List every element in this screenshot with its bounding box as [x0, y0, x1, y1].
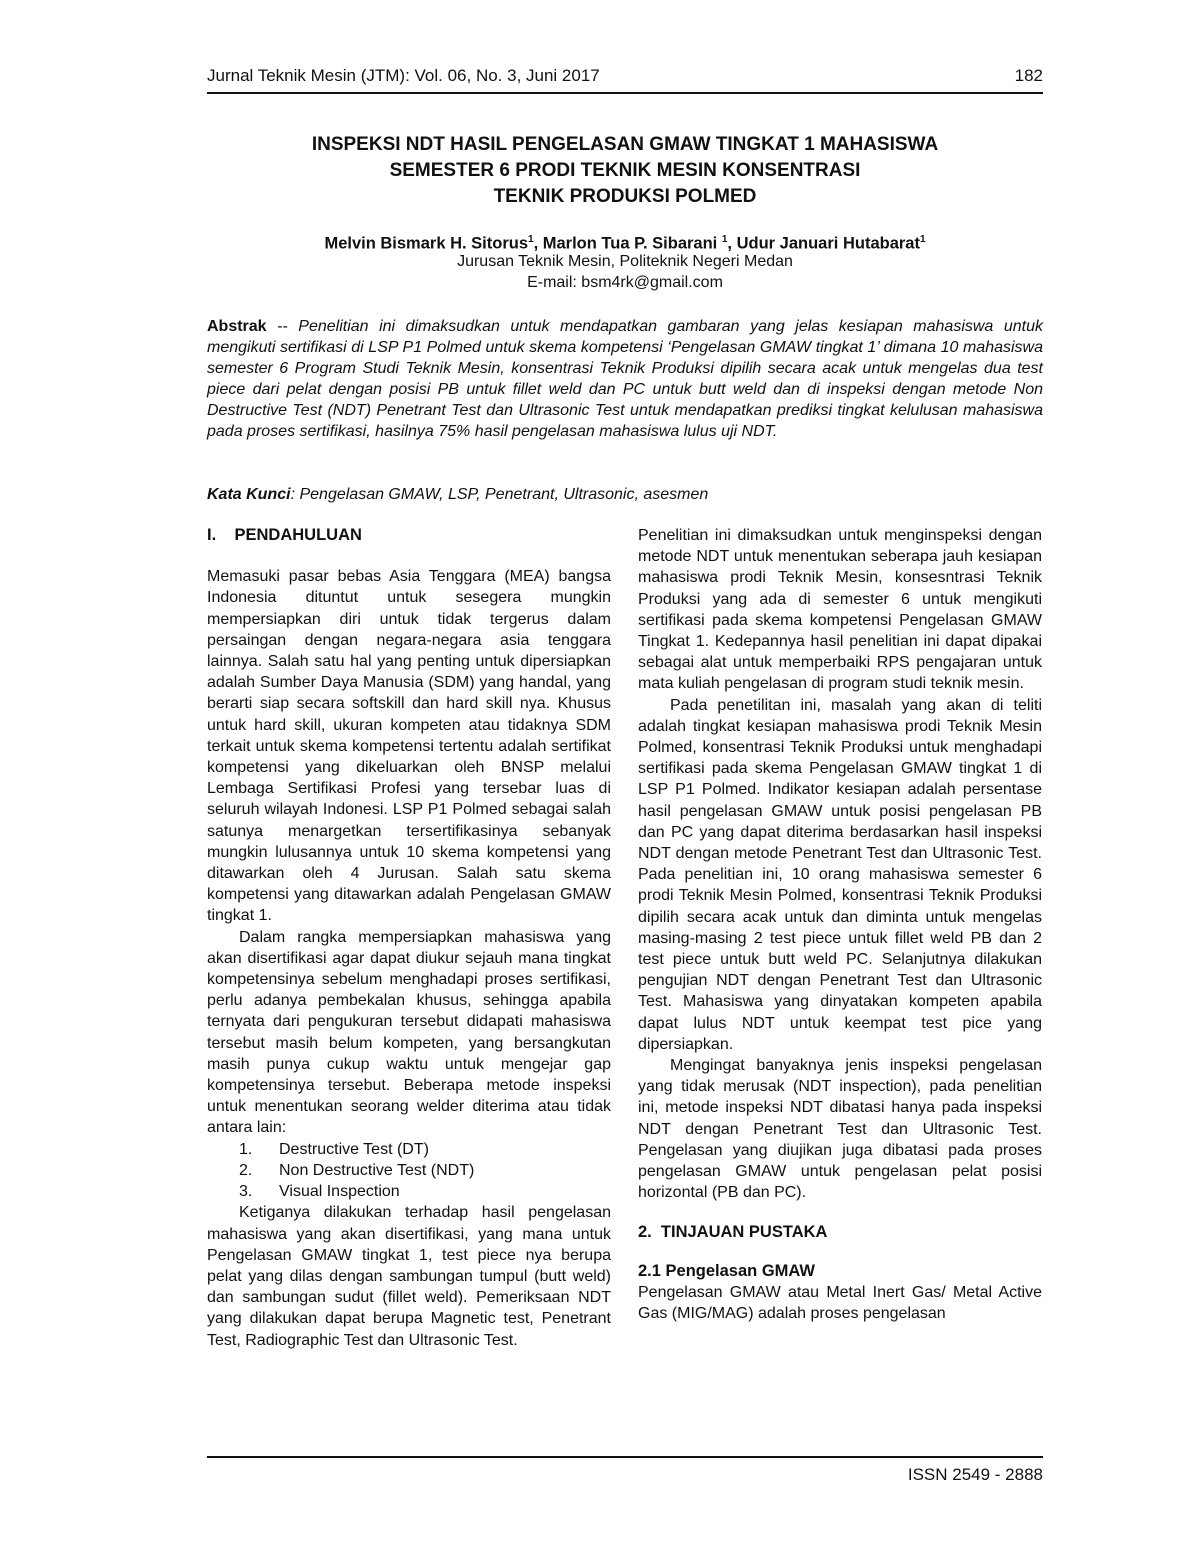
keywords-label: Kata Kunci — [207, 486, 291, 503]
issn: ISSN 2549 - 2888 — [907, 1465, 1043, 1484]
title-line-2: SEMESTER 6 PRODI TEKNIK MESIN KONSENTRASI — [389, 160, 861, 181]
intro-paragraph-4: Penelitian ini dimaksudkan untuk menginspeksi dengan metode NDT untuk menentukan seberapa jauh kesiapan mahasiswa prodi Teknik Mesin, konsesntrasi Teknik Produksi yang ada di semester 6 untuk mengikuti sertifikasi pada skema kompetensi Pengelasan GMAW Tingkat 1. Kedepannya hasil penelitian ini dapat dipakai sebagai alat untuk memperbaiki RPS pengajaran untuk mata kuliah pengelasan di program studi teknik mesin. — [638, 527, 1042, 693]
abstract — [207, 316, 1043, 442]
title-line-3: TEKNIK PRODUKSI POLMED — [493, 186, 757, 207]
left-column — [207, 525, 611, 1351]
gmaw-paragraph: Pengelasan GMAW atau Metal Inert Gas/ Metal Active Gas (MIG/MAG) adalah proses pengelasan — [638, 1283, 1042, 1323]
affiliation: Jurusan Teknik Mesin, Politeknik Negeri Medan — [457, 253, 793, 270]
list-text: Visual Inspection — [279, 1183, 400, 1201]
intro-paragraph-1: Memasuki pasar bebas Asia Tenggara (MEA) bangsa Indonesia dituntut untuk sesegera mungkin mempersiapkan diri untuk tidak tergerus dalam persaingan dengan negara-negara asia tenggara lainnya. Salah satu hal yang penting untuk dipersiapkan adalah Sumber Daya Manusia (SDM) yang handal, yang berarti siap secara softskill dan hard skill nya. Khusus untuk hard skill, ukuran kompeten atau tidaknya SDM terkait untuk skema kompetensi tertentu adalah sertifikat kompetensi yang dikeluarkan oleh BNSP melalui Lembaga Sertifikasi Profesi yang tersebar luas di seluruh wilayah Indonesi. LSP P1 Polmed sebagai salah satunya menargetkan tersertifikasinya sebanyak mungkin lulusannya untuk 10 skema kompetensi yang ditawarkan oleh 4 Jurusan. Salah satu skema kompetensi yang ditawarkan adalah Pengelasan GMAW tingkat 1. — [207, 568, 611, 925]
affiliation-block — [150, 251, 1100, 293]
intro-paragraph-3: Ketiganya dilakukan terhadap hasil pengelasan mahasiswa yang akan disertifikasi, yang mana untuk Pengelasan GMAW tingkat 1, test piece nya berupa pelat yang dilas dengan sambungan tumpul (butt weld) dan sambungan sudut (fillet weld). Pemeriksaan NDT yang dilakukan dapat berupa Magnetic test, Penetrant Test, Radiographic Test dan Ultrasonic Test. — [207, 1204, 611, 1349]
list-item — [207, 1139, 611, 1160]
author-1-sup: 1 — [528, 234, 534, 245]
journal-citation: Jurnal Teknik Mesin (JTM): Vol. 06, No. 3, Juni 2017 — [207, 66, 600, 85]
keywords-text: : Pengelasan GMAW, LSP, Penetrant, Ultrasonic, asesmen — [290, 486, 709, 503]
author-3-sup: 1 — [919, 234, 926, 245]
paper-title — [150, 132, 1100, 210]
section-heading-2: 2. TINJAUAN PUSTAKA — [638, 1222, 828, 1241]
keywords — [207, 484, 1043, 505]
title-line-1: INSPEKSI NDT HASIL PENGELASAN GMAW TINGKAT 1 MAHASISWA — [311, 134, 939, 155]
abstract-text: -- Penelitian ini dimaksudkan untuk mendapatkan gambaran yang jelas kesiapan mahasiswa untuk mengikuti sertifikasi di LSP P1 Polmed untuk skema kompetensi ‘Pengelasan GMAW tingkat 1’ dimana 10 mahasiswa semester 6 Program Studi Teknik Mesin, konsentrasi Teknik Produksi dipilih secara acak untuk mengelas dua test piece dari pelat dengan posisi PB untuk fillet weld dan PC untuk butt weld dan di inspeksi dengan metode Non Destructive Test (NDT) Penetrant Test dan Ultrasonic Test untuk mendapatkan prediksi tingkat kelulusan mahasiswa pada proses sertifikasi, hasilnya 75% hasil pengelasan mahasiswa lulus uji NDT. — [207, 318, 1043, 440]
right-column — [638, 525, 1042, 1324]
subsection-heading-2-1: 2.1 Pengelasan GMAW — [638, 1261, 815, 1280]
intro-paragraph-6: Mengingat banyaknya jenis inspeksi pengelasan yang tidak merusak (NDT inspection), pada penelitian ini, metode inspeksi NDT dibatasi hanya pada inspeksi NDT dengan Penetrant Test dan Ultrasonic Test. Pengelasan yang diujikan juga dibatasi pada proses pengelasan GMAW untuk pengelasan pelat posisi horizontal (PB dan PC). — [638, 1057, 1042, 1202]
intro-paragraph-5: Pada penetilitan ini, masalah yang akan di teliti adalah tingkat kesiapan mahasiswa prodi Teknik Mesin Polmed, konsentrasi Teknik Produksi untuk menghadapi sertifikasi pada skema Pengelasan GMAW tingkat 1 di LSP P1 Polmed. Indikator kesiapan adalah persentase hasil pengelasan GMAW untuk posisi pengelasan PB dan PC yang dapat diterima berdasarkan hasil inspeksi NDT dengan metode Penetrant Test dan Ultrasonic Test. Pada penelitian ini, 10 orang mahasiswa semester 6 prodi Teknik Mesin Polmed, konsentrasi Teknik Produksi dipilih secara acak untuk dan diminta untuk mengelas masing-masing 2 test piece untuk fillet weld PB dan 2 test piece untuk butt weld PC. Selanjutnya dilakukan pengujian NDT dengan Penetrant Test dan Ultrasonic Test. Mahasiswa yang dinyatakan kompeten apabila dapat lulus NDT untuk keempat test pice yang dipersiapkan. — [638, 696, 1042, 1053]
author-1: Melvin Bismark H. Sitorus — [324, 234, 529, 253]
intro-paragraph-2: Dalam rangka mempersiapkan mahasiswa yang akan disertifikasi agar dapat diukur sejauh mana tingkat kompetensinya sebelum menghadapi proses sertifikasi, perlu adanya pembekalan khusus, sehingga apabila ternyata dari pengukuran tersebut didapati mahasiswa tersebut masih belum kompeten, yang bersangkutan masih punya cukup waktu untuk mengejar gap kompetensinya tersebut. Beberapa metode inspeksi untuk menentukan seorang welder diterima atau tidak antara lain: — [207, 928, 611, 1137]
list-text: Destructive Test (DT) — [279, 1140, 429, 1158]
list-item — [207, 1181, 611, 1202]
list-number: 3. — [239, 1183, 253, 1201]
method-list — [207, 1139, 611, 1203]
running-header — [207, 66, 1043, 94]
section-heading-1: I. PENDAHULUAN — [207, 526, 362, 544]
author-2: Marlon Tua P. Sibarani — [542, 234, 718, 253]
author-2-sup: 1 — [721, 234, 728, 245]
list-number: 2. — [239, 1161, 253, 1179]
author-list: Melvin Bismark H. Sitorus$^1$, Marlon Tua P. Sibarani $^1$, Udur Januari Hutabarat$^1$ — [324, 234, 926, 253]
list-item — [207, 1160, 611, 1181]
abstract-label: Abstrak — [207, 318, 267, 335]
author-3: Udur Januari Hutabarat — [736, 234, 920, 253]
page-number: 182 — [1014, 66, 1043, 85]
list-text: Non Destructive Test (NDT) — [279, 1161, 475, 1179]
list-number: 1. — [239, 1140, 253, 1158]
email: E-mail: bsm4rk@gmail.com — [527, 274, 723, 291]
footer-rule — [207, 1456, 1043, 1458]
